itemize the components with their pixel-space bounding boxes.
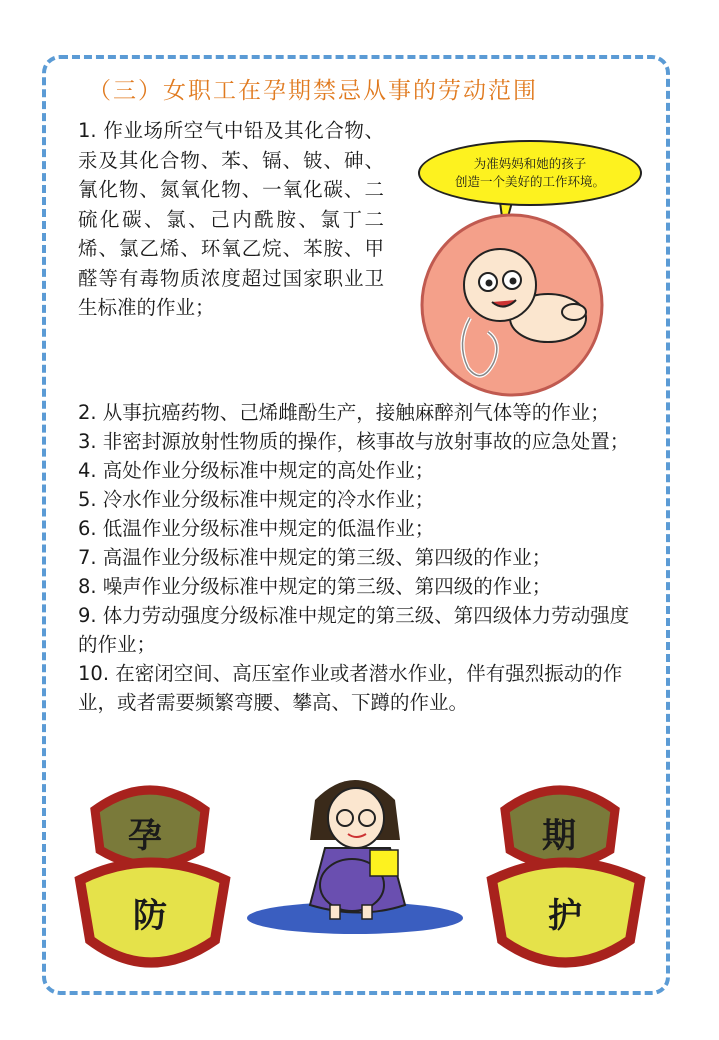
shield-label-bottom-left: 防 — [133, 896, 167, 936]
list-item-9: 9. 体力劳动强度分级标准中规定的第三级、第四级体力劳动强度的作业； — [78, 604, 630, 656]
list-item-6: 6. 低温作业分级标准中规定的低温作业； — [78, 517, 435, 540]
page-title: （三）女职工在孕期禁忌从事的劳动范围 — [88, 78, 538, 104]
shield-label-bottom-right: 护 — [548, 896, 582, 936]
list-item-7: 7. 高温作业分级标准中规定的第三级、第四级的作业； — [78, 546, 552, 569]
speech-bubble — [418, 140, 642, 206]
list-item-2: 2. 从事抗癌药物、己烯雌酚生产，接触麻醉剂气体等的作业； — [78, 401, 610, 424]
list-item-8: 8. 噪声作业分级标准中规定的第三级、第四级的作业； — [78, 575, 552, 598]
list-item-10: 10. 在密闭空间、高压室作业或者潜水作业，伴有强烈振动的作业，或者需要频繁弯腰、攀高、下蹲的作业。 — [78, 662, 623, 714]
list-item-3: 3. 非密封源放射性物质的操作，核事故与放射事故的应急处置； — [78, 430, 630, 453]
list-item-1: 1. 作业场所空气中铅及其化合物、汞及其化合物、苯、镉、铍、砷、氰化物、氮氧化物、一氧化碳、二硫化碳、氯、己内酰胺、氯丁二烯、氯乙烯、环氧乙烷、苯胺、甲醛等有毒物质浓度超过国家职业卫生标准的作业； — [78, 119, 384, 319]
list-item-4: 4. 高处作业分级标准中规定的高处作业； — [78, 459, 435, 482]
shield-label-top-left: 孕 — [128, 816, 162, 856]
pregnant-woman-illustration — [310, 780, 405, 919]
speech-bubble-line-1: 为准妈妈和她的孩子 — [473, 156, 587, 171]
list-item-5: 5. 冷水作业分级标准中规定的冷水作业； — [78, 488, 435, 511]
speech-bubble-line-2: 创造一个美好的工作环境。 — [454, 174, 605, 189]
shield-label-top-right: 期 — [542, 816, 576, 856]
